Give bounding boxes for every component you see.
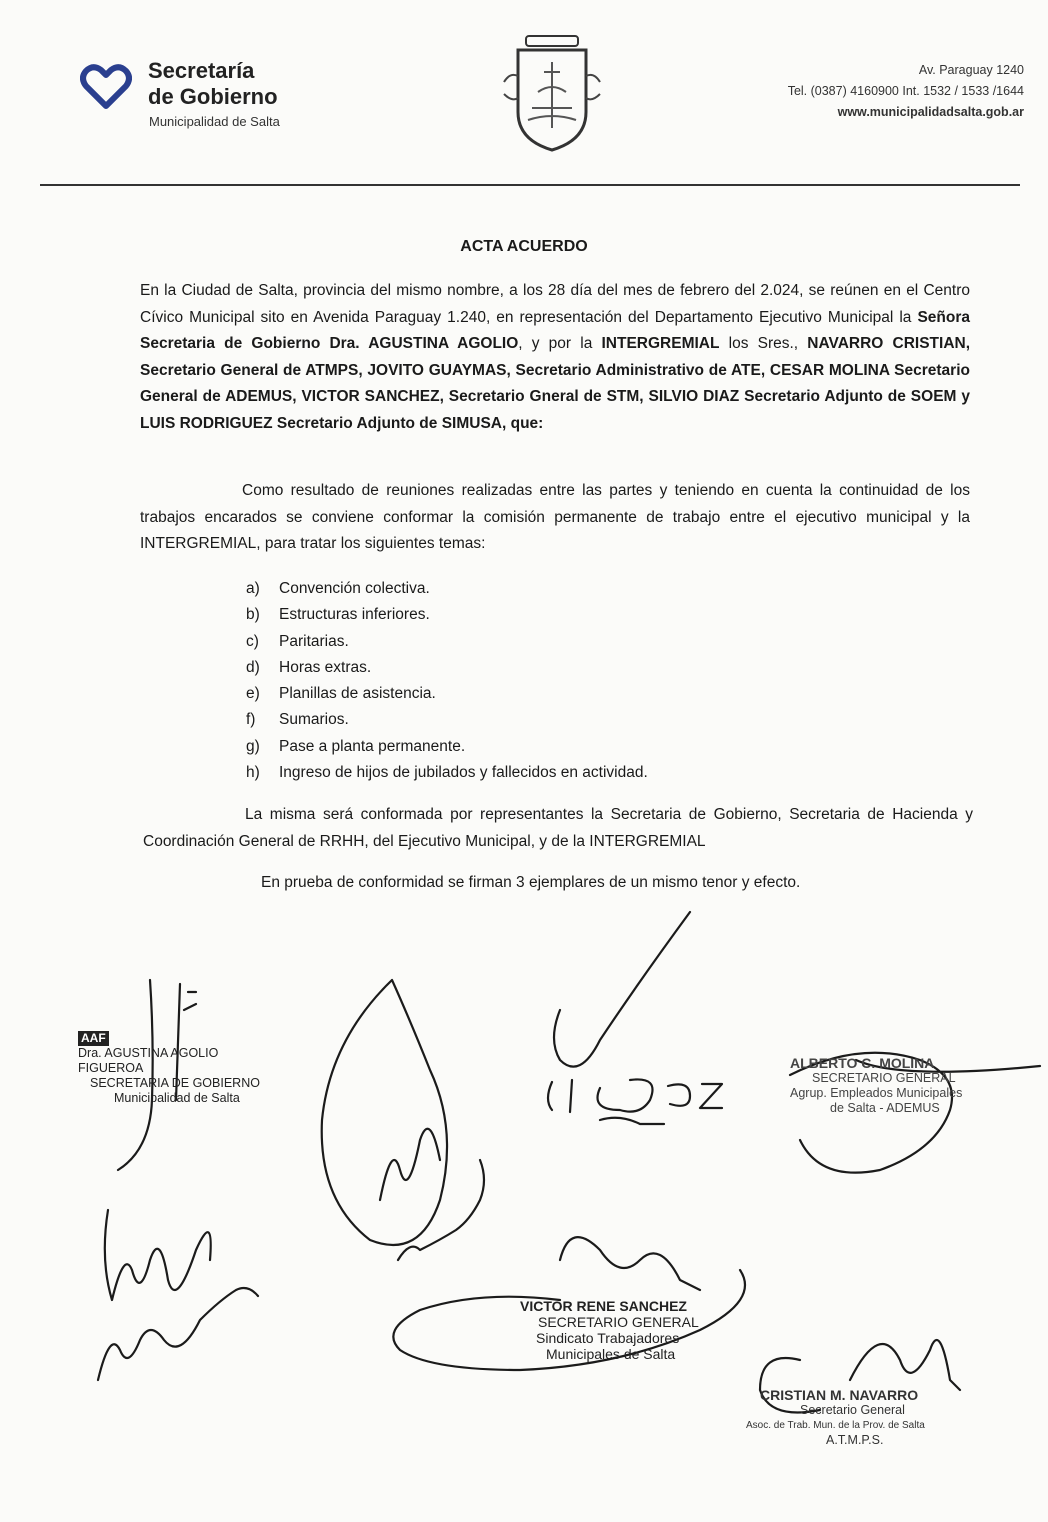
website: www.municipalidadsalta.gob.ar: [837, 105, 1024, 119]
stamp-line: VICTOR RENE SANCHEZ: [520, 1298, 687, 1314]
document-title: ACTA ACUERDO: [460, 238, 588, 255]
phone: Tel. (0387) 4160900 Int. 1532 / 1533 /1644: [787, 84, 1024, 98]
list-letter: h): [246, 764, 260, 782]
list-text: Estructuras inferiores.: [279, 606, 430, 624]
stamp-line: Municipales de Salta: [546, 1346, 676, 1362]
list-item: [246, 707, 648, 733]
contact-block: [788, 60, 1024, 123]
list-item: [246, 760, 648, 786]
list-item: [246, 655, 648, 681]
stamp-navarro: [746, 1388, 976, 1448]
stamp-line: Secretario General: [800, 1403, 905, 1417]
signature-simusa: [322, 980, 484, 1260]
stamp-molina: [790, 1056, 990, 1116]
list-text: Horas extras.: [279, 658, 372, 676]
intro-text-e: los Sres.,: [719, 335, 808, 352]
stamp-line: Municipalidad de Salta: [114, 1091, 240, 1105]
list-item: [246, 576, 648, 602]
intro-text-c: , y por la: [518, 335, 602, 352]
signature-diaz: [548, 912, 722, 1124]
stamp-line: A.T.M.P.S.: [826, 1433, 884, 1447]
stamp-line: de Salta - ADEMUS: [830, 1101, 940, 1115]
stamp-line: SECRETARIO GENERAL: [538, 1314, 699, 1330]
header-divider: [40, 184, 1020, 186]
intro-text-b: Señora Secretaria de Gobierno Dra. AGUSTINA AGOLIO: [140, 308, 970, 352]
stamp-line: Sindicato Trabajadores: [536, 1330, 680, 1346]
list-letter: a): [246, 580, 260, 597]
list-letter: c): [246, 632, 259, 650]
intro-text-f: NAVARRO CRISTIAN, Secretario General de ATMPS, JOVITO GUAYMAS, Secretario Administrativo de ATE, CESAR MOLINA Secretario General de ADEMUS, VICTOR SANCHEZ, Secretario Gneral de STM, SILVIO DIAZ Secretario Adjunto de SOEM y LUIS RODRIGUEZ Secretario Adjunto de SIMUSA, que:: [140, 335, 971, 432]
stamp-line: CRISTIAN M. NAVARRO: [760, 1387, 919, 1403]
list-letter: b): [246, 606, 260, 624]
list-text: Convención colectiva.: [279, 580, 430, 597]
topics-list: [246, 576, 648, 786]
heart-logo-icon: [80, 62, 132, 110]
org-subtitle: Municipalidad de Salta: [149, 114, 280, 129]
list-text: Planillas de asistencia.: [279, 685, 436, 703]
stamp-initials: AAF: [78, 1031, 109, 1046]
paragraph-result: Como resultado de reuniones realizadas entre las partes y teniendo en cuenta la continuidad de los trabajos encarados se conviene conformar la comisión permanente de trabajo entre el ejecutivo municipal y la INTERGREMIAL, para tratar los siguientes temas:: [140, 482, 970, 552]
stamp-agolio: [78, 1031, 278, 1106]
stamp-line: SECRETARIA DE GOBIERNO: [90, 1076, 260, 1090]
list-letter: e): [246, 685, 260, 703]
list-text: Sumarios.: [279, 711, 349, 729]
list-item: [246, 602, 648, 628]
paragraph-conformity: En prueba de conformidad se firman 3 ejemplares de un mismo tenor y efecto.: [261, 874, 801, 891]
org-name-line1: Secretaría: [148, 58, 255, 83]
stamp-line: Asoc. de Trab. Mun. de la Prov. de Salta: [746, 1420, 925, 1431]
stamp-line: ALBERTO C. MOLINA: [790, 1055, 935, 1071]
paragraph-composition: La misma será conformada por representantes la Secretaria de Gobierno, Secretaria de Hacienda y Coordinación General de RRHH, del Ejecutivo Municipal, y de la INTERGREMIAL: [143, 806, 973, 850]
list-text: Paritarias.: [279, 632, 349, 650]
stamp-line: Dra. AGUSTINA AGOLIO FIGUEROA: [78, 1046, 219, 1075]
paragraph-intro: [140, 278, 970, 437]
org-name-line2: de Gobierno: [148, 84, 278, 109]
stamp-line: SECRETARIO GENERAL: [812, 1071, 956, 1085]
intro-text-a: En la Ciudad de Salta, provincia del mismo nombre, a los 28 día del mes de febrero del 2.024, se reúnen en el Centro Cívico Municipal sito en Avenida Paraguay 1.240, en representación del Departamento Ejecutivo Municipal la: [140, 282, 970, 326]
stamp-line: Agrup. Empleados Municipales: [790, 1086, 963, 1100]
address: Av. Paraguay 1240: [918, 63, 1024, 77]
list-item: [246, 681, 648, 707]
signature-guaymas: [98, 1210, 258, 1380]
municipal-crest-icon: [498, 32, 606, 154]
list-letter: f): [246, 711, 256, 729]
list-letter: g): [246, 737, 260, 755]
org-name: [148, 58, 278, 110]
list-item: [246, 629, 648, 655]
list-text: Ingreso de hijos de jubilados y fallecidos en actividad.: [279, 764, 648, 782]
list-letter: d): [246, 658, 260, 676]
list-text: Pase a planta permanente.: [279, 737, 466, 755]
intro-text-d: INTERGREMIAL: [601, 335, 720, 352]
list-item: [246, 734, 648, 760]
stamp-sanchez: [520, 1298, 740, 1362]
